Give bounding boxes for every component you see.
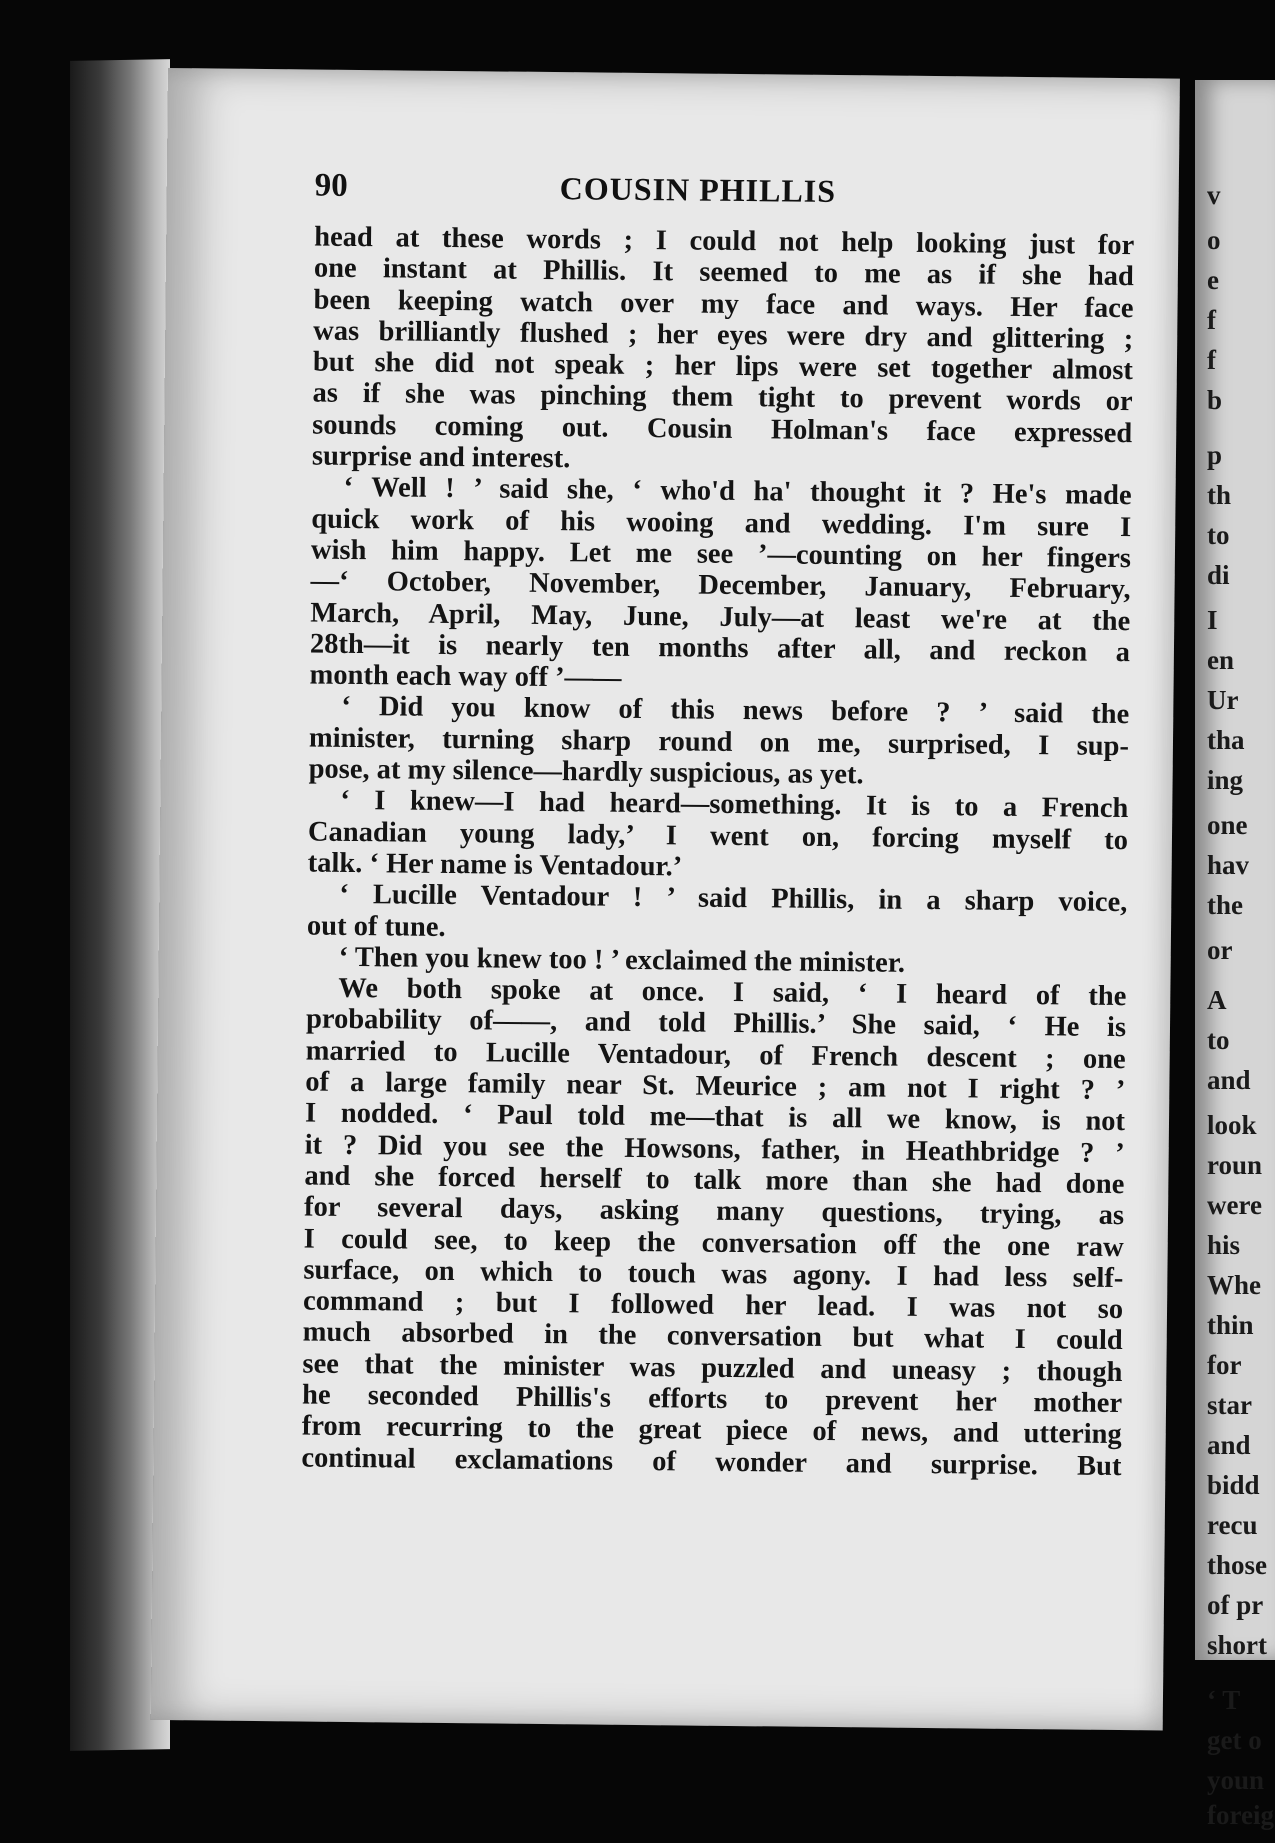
text-line: ‘ Then you knew too ! ’ exclaimed the minister.	[338, 941, 906, 979]
text-line: I could see, to keep the conversation off the one raw	[303, 1222, 1124, 1263]
text-line: it ? Did you see the Howsons, father, in Heathbridge ? ’	[304, 1129, 1125, 1169]
text-line: March, April, May, June, July—at least we're at the	[310, 597, 1131, 637]
facing-page-fragment: p	[1207, 440, 1223, 470]
text-line: been keeping watch over my face and ways. Her face	[313, 284, 1134, 324]
facing-page-fragment: and	[1207, 1065, 1251, 1095]
text-line: month each way off ’——	[309, 659, 622, 694]
text-line: minister, turning sharp round on me, surprised, I sup-	[308, 722, 1130, 762]
text-line: 28th—it is nearly ten months after all, and reckon a	[309, 628, 1131, 668]
text-line: command ; but I followed her lead. I was not so	[302, 1285, 1124, 1326]
text-line: surface, on which to touch was agony. I had less self-	[303, 1254, 1124, 1294]
text-line: as if she was pinching them tight to prevent words or	[312, 378, 1133, 418]
text-line: sounds coming out. Cousin Holman's face expressed	[312, 409, 1133, 449]
facing-page-fragment: hav	[1207, 850, 1250, 880]
facing-page-fragment: were	[1207, 1190, 1262, 1220]
facing-page-fragment: b	[1207, 385, 1223, 415]
running-head: COUSIN PHILLIS	[559, 170, 837, 210]
text-line: ‘ Well ! ’ said she, ‘ who'd ha' thought it ? He's made	[343, 472, 1132, 512]
text-line: surprise and interest.	[311, 440, 571, 475]
text-line: of a large family near St. Meurice ; am not I right ? ’	[305, 1066, 1126, 1107]
facing-page-fragment: ‘ T	[1207, 1685, 1241, 1715]
facing-page-fragment: to	[1207, 520, 1230, 550]
facing-page-fragment: or	[1207, 935, 1233, 965]
facing-page-fragment: e	[1207, 265, 1219, 295]
text-line: continual exclamations of wonder and surprise. But	[301, 1442, 1122, 1482]
facing-page	[1195, 80, 1275, 1830]
text-line: from recurring to the great piece of news, and uttering	[301, 1410, 1122, 1451]
facing-page-fragment: A	[1207, 985, 1227, 1015]
facing-page-fragment: f	[1207, 305, 1216, 335]
facing-page-fragment: Whe	[1207, 1270, 1261, 1300]
text-line: he seconded Phillis's efforts to prevent her mother	[301, 1379, 1123, 1420]
text-line: one instant at Phillis. It seemed to me as if she had	[313, 252, 1135, 293]
text-line: ‘ I knew—I had heard—something. It is to a French	[340, 785, 1129, 825]
facing-page-fragment: his	[1207, 1230, 1241, 1260]
facing-page-fragment: thin	[1207, 1310, 1254, 1340]
text-line: out of tune.	[306, 910, 446, 943]
facing-page-fragment: f	[1207, 345, 1216, 375]
book-page	[151, 68, 1180, 1731]
facing-page-fragment: for	[1207, 1350, 1242, 1380]
facing-page-fragment: tha	[1207, 725, 1245, 755]
facing-page-fragment: ing	[1207, 765, 1244, 795]
text-line: pose, at my silence—hardly suspicious, as yet.	[308, 753, 864, 791]
facing-page-fragment: look	[1207, 1110, 1257, 1140]
text-line: Canadian young lady,’ I went on, forcing myself to	[307, 816, 1129, 856]
text-line: was brilliantly flushed ; her eyes were dry and glittering ;	[313, 315, 1134, 356]
text-line: —‘ October, November, December, January, February,	[310, 565, 1131, 606]
text-line: quick work of his wooing and wedding. I'm sure I	[311, 503, 1132, 543]
facing-page-fragment: the	[1207, 890, 1243, 920]
facing-page-fragment: one	[1207, 810, 1248, 840]
text-line: ‘ Did you know of this news before ? ’ said the	[341, 691, 1130, 731]
page-number: 90	[314, 167, 348, 204]
text-line: see that the minister was puzzled and uneasy ; though	[302, 1348, 1123, 1388]
text-line: and she forced herself to talk more than she had done	[304, 1160, 1125, 1200]
text-line: I nodded. ‘ Paul told me—that is all we know, is not	[304, 1097, 1126, 1138]
facing-page-fragment: youn	[1207, 1765, 1265, 1795]
text-line: ‘ Lucille Ventadour ! ’ said Phillis, in a sharp voice,	[339, 879, 1128, 919]
facing-page-fragment: star	[1207, 1390, 1252, 1420]
facing-page-fragment: I	[1207, 605, 1218, 635]
facing-page-fragment: th	[1207, 480, 1232, 510]
facing-page-fragment: foreig	[1207, 1800, 1274, 1830]
text-line: married to Lucille Ventadour, of French descent ; one	[305, 1035, 1126, 1075]
facing-page-fragment: v	[1207, 180, 1221, 210]
facing-page-fragment: get o	[1207, 1725, 1262, 1755]
facing-page-fragment: short	[1207, 1630, 1267, 1660]
facing-page-fragment: en	[1207, 645, 1234, 675]
facing-page-fragment: those	[1207, 1550, 1267, 1580]
facing-page-fragment: bidd	[1207, 1470, 1260, 1500]
text-line: talk. ‘ Her name is Ventadour.’	[307, 847, 683, 883]
text-line: much absorbed in the conversation but what I could	[302, 1316, 1123, 1357]
facing-page-fragment: Ur	[1207, 685, 1239, 715]
text-line: probability of——, and told Phillis.’ She said, ‘ He is	[305, 1003, 1127, 1044]
facing-page-fragment: of pr	[1207, 1590, 1264, 1620]
facing-page-fragment: di	[1207, 560, 1230, 590]
facing-page-fragment: roun	[1207, 1150, 1263, 1180]
facing-page-fragment: recu	[1207, 1510, 1258, 1540]
text-line: for several days, asking many questions, trying, as	[303, 1191, 1125, 1232]
text-line: head at these words ; I could not help looking just for	[314, 221, 1135, 262]
facing-page-fragment: o	[1207, 225, 1221, 255]
text-line: but she did not speak ; her lips were set together almost	[312, 346, 1134, 387]
text-line: We both spoke at once. I said, ‘ I heard of the	[338, 972, 1127, 1013]
page-header	[314, 168, 1114, 226]
facing-page-fragment: to	[1207, 1025, 1230, 1055]
text-line: wish him happy. Let me see ’—counting on her fingers	[310, 534, 1132, 575]
facing-page-fragment: and	[1207, 1430, 1251, 1460]
body-text	[301, 222, 1134, 1482]
